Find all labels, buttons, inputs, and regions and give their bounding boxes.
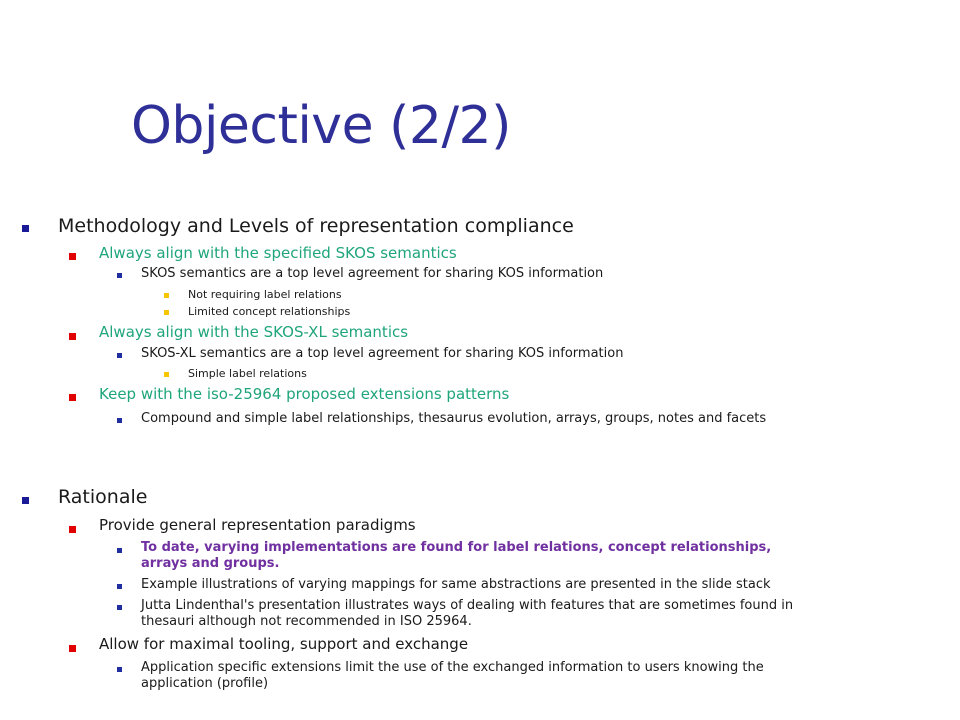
bullet-align-skos-xl: Always align with the SKOS-XL semantics <box>99 323 409 341</box>
bullet-icon <box>117 418 122 423</box>
bullet-skos-xl-agreement: SKOS-XL semantics are a top level agreement for sharing KOS information <box>141 346 624 361</box>
bullet-icon <box>117 605 122 610</box>
bullet-compound-label-relationships: Compound and simple label relationships, thesaurus evolution, arrays, groups, notes and facets <box>141 411 767 426</box>
bullet-icon <box>117 667 122 672</box>
bullet-skos-agreement: SKOS semantics are a top level agreement for sharing KOS information <box>141 266 604 281</box>
bullet-icon <box>164 293 169 298</box>
bullet-icon <box>117 353 122 358</box>
bullet-icon <box>164 372 169 377</box>
bullet-align-skos: Always align with the specified SKOS semantics <box>99 244 457 262</box>
bullet-iso-25964: Keep with the iso-25964 proposed extensions patterns <box>99 385 510 403</box>
bullet-icon <box>117 273 122 278</box>
bullet-application-extensions-l2: application (profile) <box>141 676 269 691</box>
bullet-varying-implementations-l1: To date, varying implementations are found for label relations, concept relationships, <box>141 540 772 555</box>
bullet-application-extensions-l1: Application specific extensions limit the use of the exchanged information to users knowing the <box>141 660 764 675</box>
bullet-icon <box>69 394 76 401</box>
bullet-icon <box>164 310 169 315</box>
bullet-icon <box>69 526 76 533</box>
bullet-icon <box>117 548 122 553</box>
bullet-simple-label-relations: Simple label relations <box>188 367 307 380</box>
section-heading-methodology: Methodology and Levels of representation compliance <box>58 215 574 237</box>
bullet-example-illustrations: Example illustrations of varying mappings for same abstractions are presented in the slide stack <box>141 577 771 592</box>
bullet-jutta-presentation-l2: thesauri although not recommended in ISO 25964. <box>141 614 472 629</box>
bullet-icon <box>69 253 76 260</box>
section-heading-rationale: Rationale <box>58 486 148 508</box>
bullet-jutta-presentation-l1: Jutta Lindenthal's presentation illustrates ways of dealing with features that are sometimes found in <box>141 598 794 613</box>
bullet-icon <box>22 497 29 504</box>
bullet-general-paradigms: Provide general representation paradigms <box>99 516 416 534</box>
bullet-icon <box>69 645 76 652</box>
bullet-icon <box>22 225 29 232</box>
bullet-icon <box>69 333 76 340</box>
bullet-not-requiring-label-relations: Not requiring label relations <box>188 288 342 301</box>
slide-title: Objective (2/2) <box>131 96 511 156</box>
bullet-varying-implementations-l2: arrays and groups. <box>141 556 280 571</box>
bullet-limited-concept-relationships: Limited concept relationships <box>188 305 351 318</box>
bullet-icon <box>117 584 122 589</box>
bullet-maximal-tooling: Allow for maximal tooling, support and exchange <box>99 635 469 653</box>
